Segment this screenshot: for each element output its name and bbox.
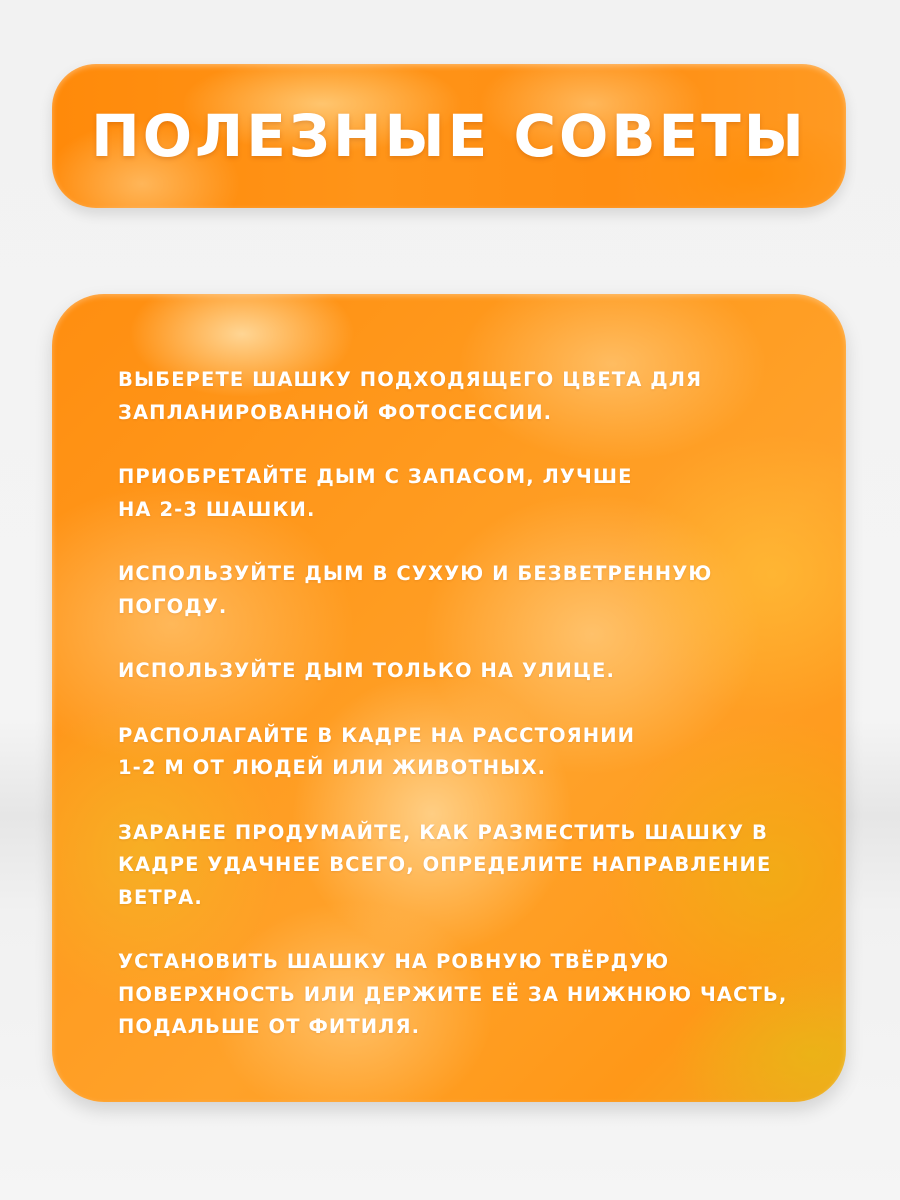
tip-placement-wind: ЗАРАНЕЕ ПРОДУМАЙТЕ, КАК РАЗМЕСТИТЬ ШАШКУ В КАДРЕ УДАЧНЕЕ ВСЕГО, ОПРЕДЕЛИТЕ НАПРАВЛЕНИЕ ВЕТРА. [118, 820, 772, 909]
tips-list [118, 364, 818, 1044]
tip-buy-extra: ПРИОБРЕТАЙТЕ ДЫМ С ЗАПАСОМ, ЛУЧШЕ НА 2-3 ШАШКИ. [118, 465, 633, 521]
tip-dry-weather: ИСПОЛЬЗУЙТЕ ДЫМ В СУХУЮ И БЕЗВЕТРЕННУЮ ПОГОДУ. [118, 562, 713, 618]
page-title: ПОЛЕЗНЫЕ СОВЕТЫ [91, 102, 807, 170]
title-banner [52, 64, 846, 208]
tip-distance: РАСПОЛАГАЙТЕ В КАДРЕ НА РАССТОЯНИИ 1-2 М ОТ ЛЮДЕЙ ИЛИ ЖИВОТНЫХ. [118, 723, 636, 779]
tip-choose-color: ВЫБЕРЕТЕ ШАШКУ ПОДХОДЯЩЕГО ЦВЕТА ДЛЯ ЗАПЛАНИРОВАННОЙ ФОТОСЕССИИ. [118, 368, 703, 424]
tips-card [52, 294, 846, 1102]
tip-stable-surface: УСТАНОВИТЬ ШАШКУ НА РОВНУЮ ТВЁРДУЮ ПОВЕРХНОСТЬ ИЛИ ДЕРЖИТЕ ЕЁ ЗА НИЖНЮЮ ЧАСТЬ, ПОДАЛЬШЕ ОТ ФИТИЛЯ. [118, 950, 788, 1038]
tip-outdoors-only: ИСПОЛЬЗУЙТЕ ДЫМ ТОЛЬКО НА УЛИЦЕ. [118, 659, 615, 682]
